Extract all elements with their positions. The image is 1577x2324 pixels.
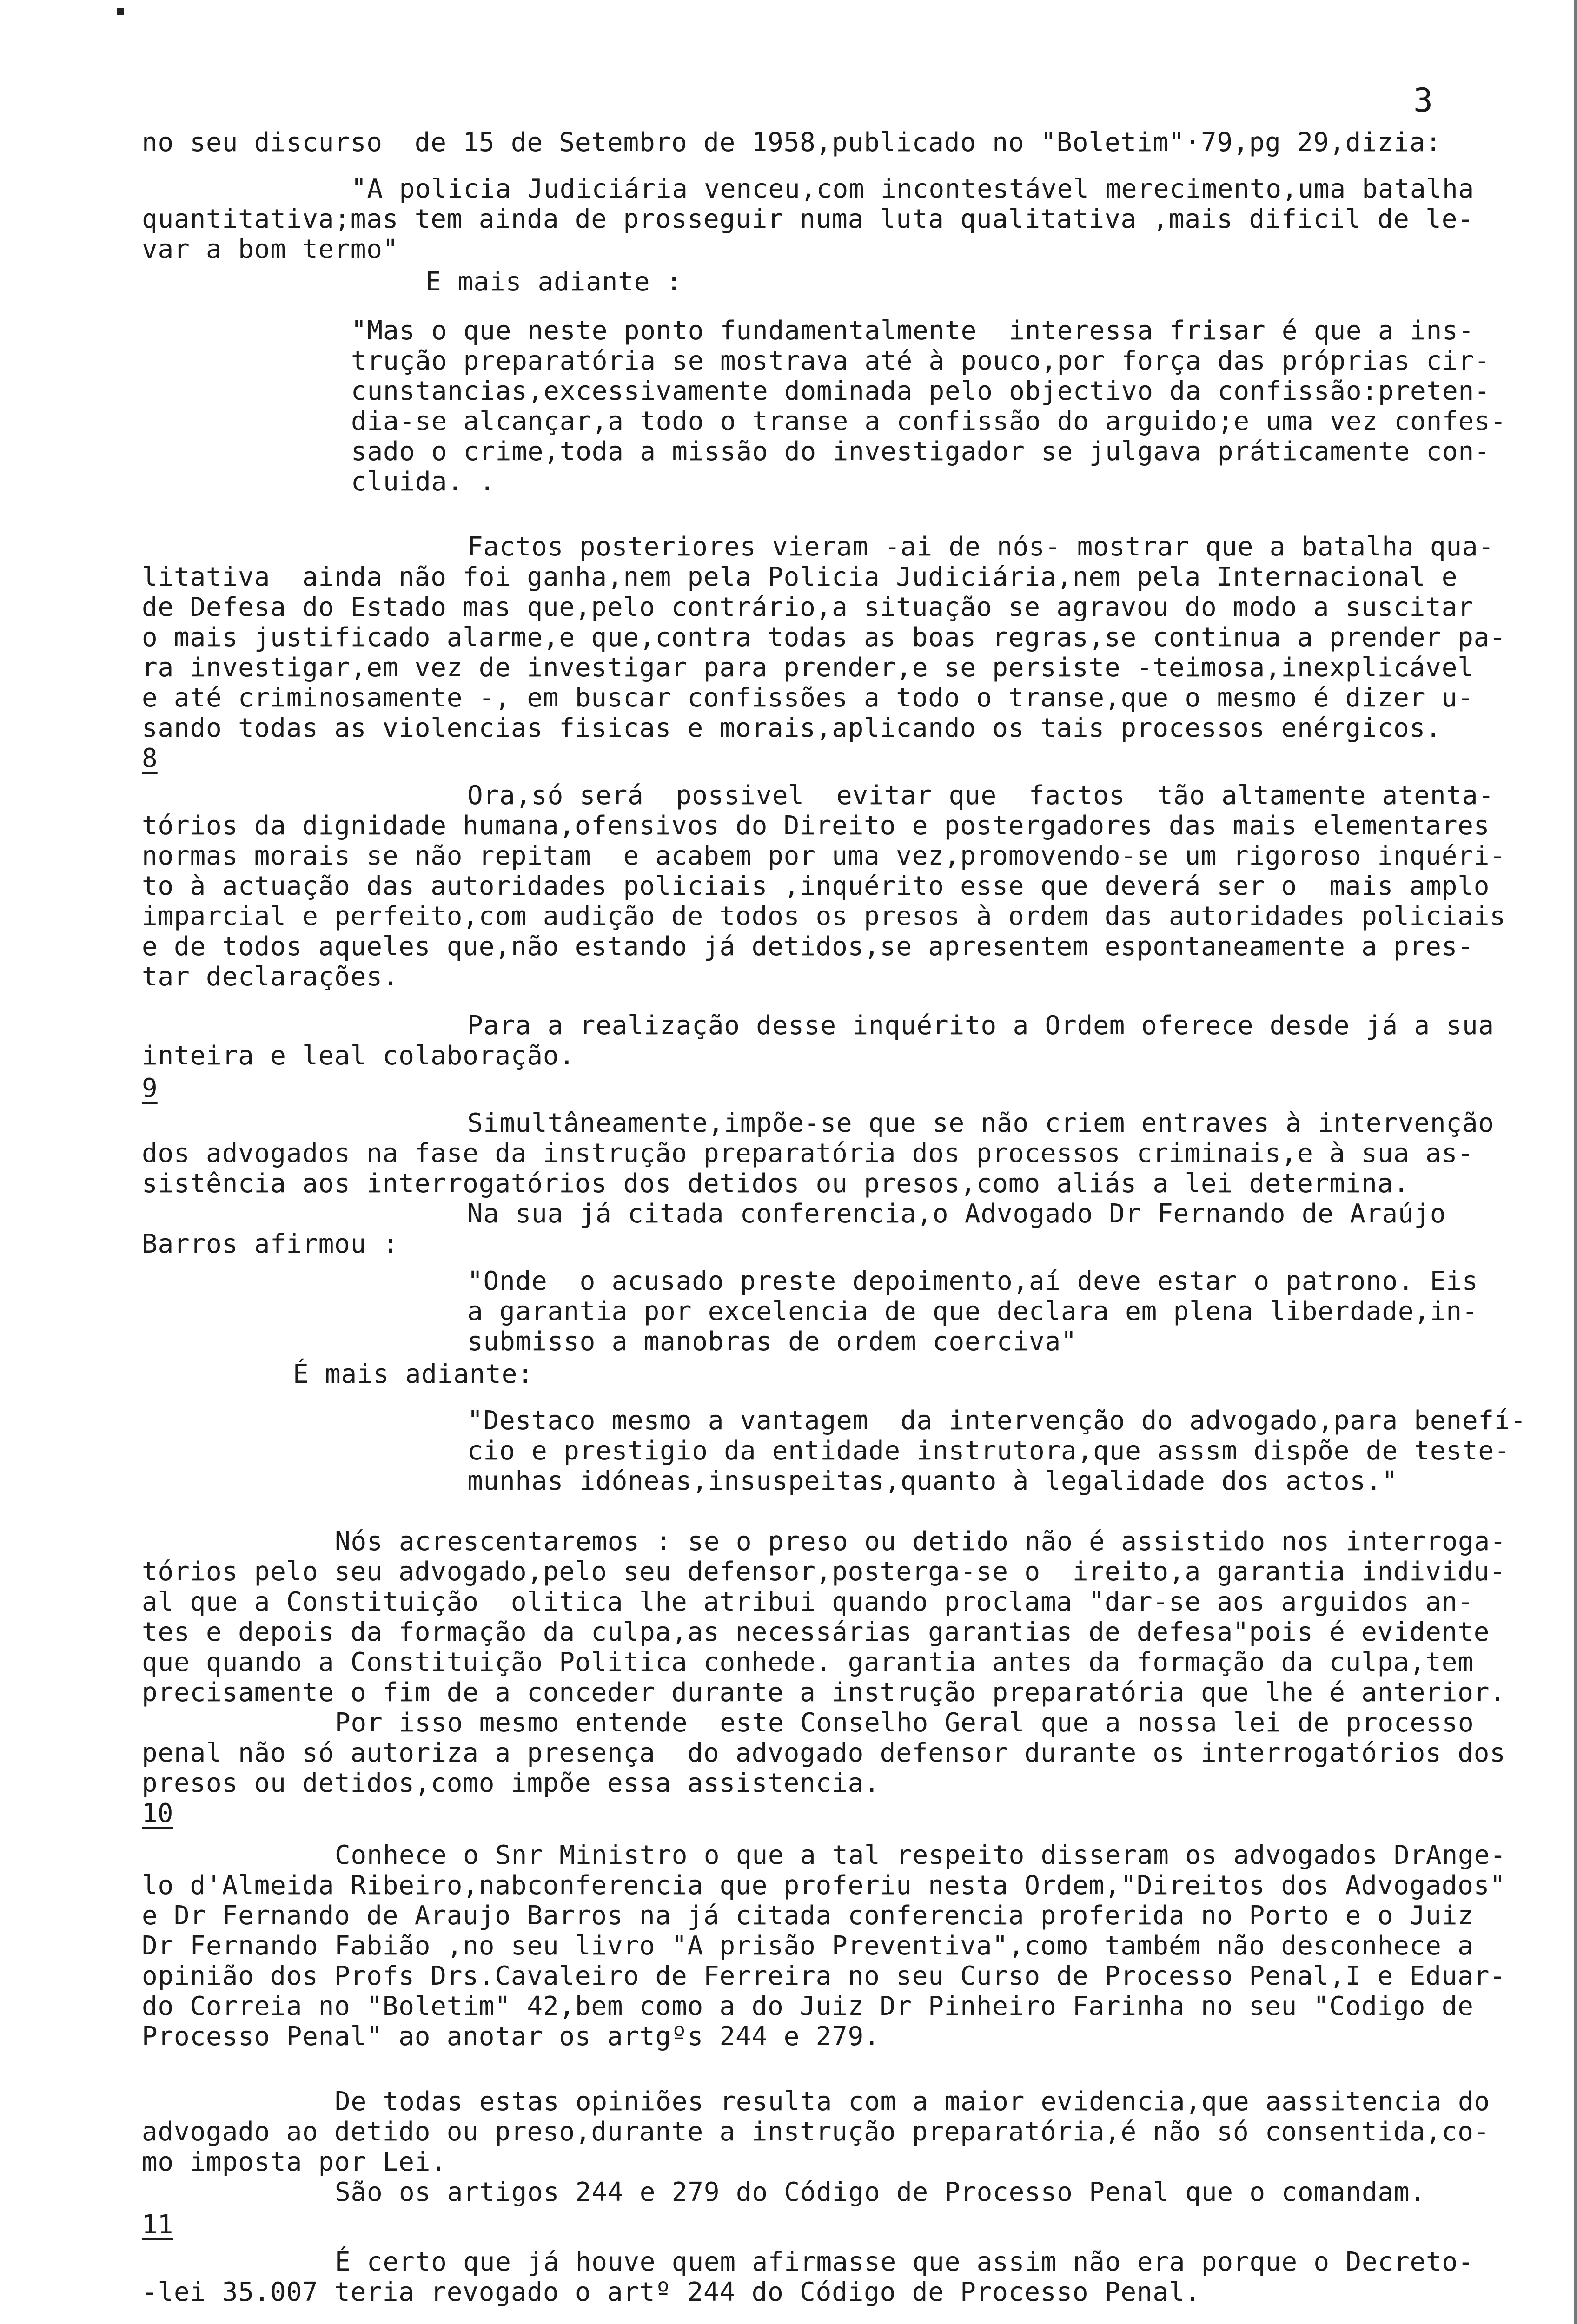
text-line: São os artigos 244 e 279 do Código de Processo Penal que o comandam. (335, 2177, 1426, 2207)
text-line: De todas estas opiniões resulta com a maior evidencia,que aassitencia do (335, 2086, 1491, 2117)
text-line: "Mas o que neste ponto fundamentalmente interessa frisar é que a ins- (351, 316, 1475, 346)
text-line: al que a Constituição olitica lhe atribui quando proclama "dar-se aos arguidos an- (142, 1587, 1474, 1617)
text-line: Dr Fernando Fabião ,no seu livro "A prisão Preventiva",como também não desconhece a (142, 1931, 1474, 1961)
text-line: Conhece o Snr Ministro o que a tal respeito disseram os advogados DrAnge- (335, 1840, 1506, 1870)
text-line: quantitativa;mas tem ainda de prosseguir numa luta qualitativa ,mais dificil de le- (142, 204, 1474, 234)
text-line: Ora,só será possivel evitar que factos tão altamente atenta- (467, 780, 1494, 811)
text-line: cio e prestigio da entidade instrutora,que asssm dispõe de teste- (467, 1436, 1511, 1466)
text-line: "A policia Judiciária venceu,com incontestável merecimento,uma batalha (351, 174, 1475, 204)
text-line: no seu discurso de 15 de Setembro de 1958,publicado no "Boletim"·79,pg 29,dizia: (142, 127, 1442, 158)
text-line: o mais justificado alarme,e que,contra todas as boas regras,se continua a prender pa- (142, 622, 1506, 653)
text-line: advogado ao detido ou preso,durante a instrução preparatória,é não só consentida,co- (142, 2117, 1490, 2147)
text-line: sando todas as violencias fisicas e morais,aplicando os tais processos enérgicos. (142, 713, 1442, 743)
section-number: 8 (142, 743, 158, 773)
text-line: do Correia no "Boletim" 42,bem como a do Juiz Dr Pinheiro Farinha no seu "Codigo de (142, 1991, 1474, 2021)
section-number: 11 (142, 2210, 173, 2240)
text-line: Nós acrescentaremos : se o preso ou detido não é assistido nos interroga- (335, 1526, 1506, 1557)
text-line: sistência aos interrogatórios dos detidos ou presos,como aliás a lei determina. (142, 1169, 1410, 1199)
text-line: "Destaco mesmo a vantagem da intervenção do advogado,para benefí- (467, 1406, 1526, 1436)
text-line: Simultâneamente,impõe-se que se não criem entraves à intervenção (467, 1108, 1494, 1138)
text-line: tórios pelo seu advogado,pelo seu defensor,posterga-se o ireito,a garantia individu- (142, 1557, 1506, 1587)
text-line: "Onde o acusado preste depoimento,aí deve estar o patrono. Eis (467, 1266, 1478, 1296)
text-line: de Defesa do Estado mas que,pelo contrário,a situação se agravou do modo a suscitar (142, 592, 1474, 622)
text-line: cluida. . (351, 467, 496, 497)
text-line: penal não só autoriza a presença do advogado defensor durante os interrogatórios dos (142, 1738, 1506, 1768)
text-line: sado o crime,toda a missão do investigador se julgava práticamente con- (351, 436, 1491, 467)
text-line: -lei 35.007 teria revogado o artº 244 do Código de Processo Penal. (142, 2277, 1201, 2307)
text-line: Para a realização desse inquérito a Ordem oferece desde já a sua (467, 1010, 1494, 1041)
text-line: e Dr Fernando de Araujo Barros na já citada conferencia proferida no Porto e o Juiz (142, 1901, 1474, 1931)
text-line: opinião dos Profs Drs.Cavaleiro de Ferreira no seu Curso de Processo Penal,I e Eduar- (142, 1961, 1506, 1991)
text-line: normas morais se não repitam e acabem por uma vez,promovendo-se um rigoroso inquéri- (142, 841, 1506, 871)
text-line: e de todos aqueles que,não estando já detidos,se apresentem espontaneamente a pres- (142, 931, 1474, 962)
text-line: E mais adiante : (425, 267, 682, 297)
text-line: lo d'Almeida Ribeiro,nabconferencia que proferiu nesta Ordem,"Direitos dos Advogados" (142, 1870, 1506, 1901)
text-line: tes e depois da formação da culpa,as necessárias garantias de defesa"pois é evidente (142, 1617, 1490, 1647)
text-line: submisso a manobras de ordem coerciva" (467, 1327, 1077, 1357)
text-line: que quando a Constituição Politica conhede. garantia antes da formação da culpa,tem (142, 1647, 1474, 1677)
text-line: É mais adiante: (293, 1359, 534, 1389)
text-line: a garantia por excelencia de que declara em plena liberdade,in- (467, 1296, 1478, 1327)
text-line: precisamente o fim de a conceder durante a instrução preparatória que lhe é anterior. (142, 1677, 1506, 1708)
text-line: mo imposta por Lei. (142, 2147, 447, 2177)
text-line: munhas idóneas,insuspeitas,quanto à legalidade dos actos." (467, 1466, 1398, 1496)
section-number: 9 (142, 1073, 158, 1103)
text-line: Na sua já citada conferencia,o Advogado Dr Fernando de Araújo (467, 1199, 1446, 1229)
page-number: 3 (1413, 81, 1433, 119)
text-line: Barros afirmou : (142, 1229, 399, 1259)
page-right-edge (1574, 0, 1577, 2324)
text-line: imparcial e perfeito,com audição de todos os presos à ordem das autoridades policiais (142, 901, 1506, 931)
corner-mark (117, 8, 124, 15)
text-line: to à actuação das autoridades policiais ,inquérito esse que deverá ser o mais amplo (142, 871, 1490, 901)
text-line: trução preparatória se mostrava até à pouco,por força das próprias cir- (351, 346, 1491, 376)
text-line: e até criminosamente -, em buscar confissões a todo o transe,que o mesmo é dizer u- (142, 683, 1474, 713)
text-line: cunstancias,excessivamente dominada pelo objectivo da confissão:preten- (351, 376, 1491, 406)
text-line: litativa ainda não foi ganha,nem pela Policia Judiciária,nem pela Internacional e (142, 562, 1458, 592)
text-line: Factos posteriores vieram -ai de nós- mostrar que a batalha qua- (467, 532, 1494, 562)
text-line: dia-se alcançar,a todo o transe a confissão do arguido;e uma vez confes- (351, 406, 1507, 436)
text-line: presos ou detidos,como impõe essa assistencia. (142, 1768, 880, 1798)
section-number: 10 (142, 1798, 173, 1829)
text-line: tar declarações. (142, 962, 399, 992)
text-line: Processo Penal" ao anotar os artgºs 244 e 279. (142, 2021, 880, 2052)
text-line: Por isso mesmo entende este Conselho Geral que a nossa lei de processo (335, 1708, 1474, 1738)
text-line: ra investigar,em vez de investigar para prender,e se persiste -teimosa,inexplicável (142, 653, 1474, 683)
text-line: var a bom termo" (142, 234, 399, 264)
text-line: inteira e leal colaboração. (142, 1041, 575, 1071)
text-line: É certo que já houve quem afirmasse que assim não era porque o Decreto- (335, 2247, 1474, 2277)
text-line: tórios da dignidade humana,ofensivos do Direito e postergadores das mais elementares (142, 811, 1490, 841)
text-line: dos advogados na fase da instrução preparatória dos processos criminais,e à sua as- (142, 1138, 1474, 1169)
